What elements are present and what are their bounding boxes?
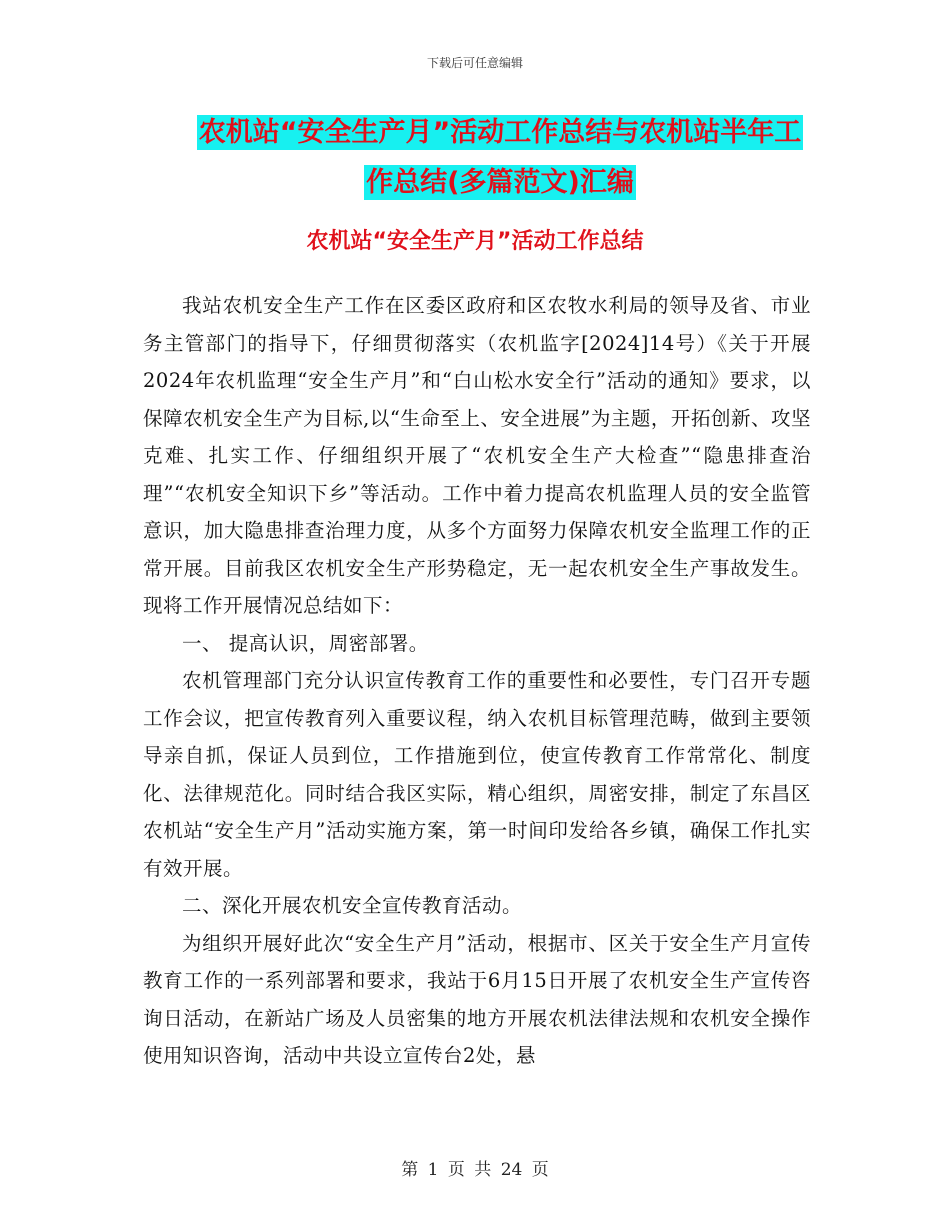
paragraph-one: 农机管理部门充分认识宣传教育工作的重要性和必要性，专门召开专题工作会议，把宣传教育列入重要议程，纳入农机目标管理范畴，做到主要领导亲自抓，保证人员到位，工作措施到位，使宣传教育工作常常化、制度化、法律规范化。同时结合我区实际，精心组织，周密安排，制定了东昌区农机站“安全生产月”活动实施方案，第一时间印发给各乡镇，确保工作扎实有效开展。 xyxy=(143,669,811,880)
section-title: 农机站“安全生产月”活动工作总结 xyxy=(306,229,644,254)
document-title-line-2: 作总结(多篇范文)汇编 xyxy=(366,167,634,198)
document-title-line-1: 农机站“安全生产月”活动工作总结与农机站半年工 xyxy=(198,117,802,148)
header-note: 下载后可任意编辑 xyxy=(426,56,523,70)
heading-one: 一、 提高认识，周密部署。 xyxy=(182,631,429,655)
document-body xyxy=(143,287,811,1075)
document-title xyxy=(150,108,850,208)
paragraph-intro: 我站农机安全生产工作在区委区政府和区农牧水利局的领导及省、市业务主管部门的指导下，仔细贯彻落实（农机监字[2024]14号）《关于开展2024年农机监理“安全生产月”和“白山松水安全行”活动的通知》要求，以保障农机安全生产为目标,以“生命至上、安全进展”为主题，开拓创新、攻坚克难、扎实工作、仔细组织开展了“农机安全生产大检查”“隐患排查治理”“农机安全知识下乡”等活动。工作中着力提高农机监理人员的安全监管意识，加大隐患排查治理力度，从多个方面努力保障农机安全监理工作的正常开展。目前我区农机安全生产形势稳定，无一起农机安全生产事故发生。现将工作开展情况总结如下： xyxy=(143,294,811,617)
page-footer: 第 1 页 共 24 页 xyxy=(401,1160,549,1180)
paragraph-two: 为组织开展好此次“安全生产月”活动，根据市、区关于安全生产月宣传教育工作的一系列部署和要求，我站于6月15日开展了农机安全生产宣传咨询日活动，在新站广场及人员密集的地方开展农机法律法规和农机安全操作使用知识咨询，活动中共设立宣传台2处，悬 xyxy=(143,931,811,1067)
heading-two: 二、深化开展农机安全宣传教育活动。 xyxy=(182,894,523,917)
